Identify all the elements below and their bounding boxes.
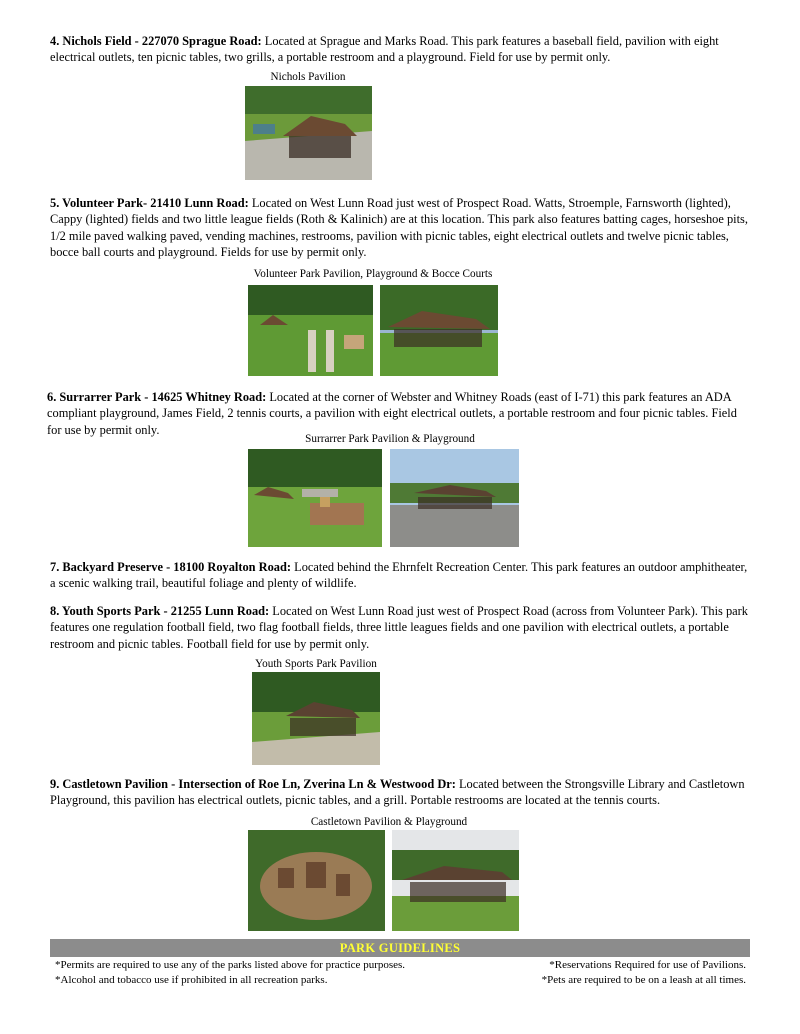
photo-caption-castletown: Castletown Pavilion & Playground	[310, 816, 468, 828]
section-heading: 4. Nichols Field - 227070 Sprague Road:	[50, 34, 262, 48]
castletown-playground-photo	[248, 830, 385, 931]
section-body: Located at the corner of Webster and Whitney Roads (east of I-71) this park features an ADA compliant playground, James Field, 2 tennis courts, a pavilion with eight electrical outlets, a portable restroom and four picnic tables. Field for use by permit only.	[47, 390, 737, 437]
section-backyard-preserve	[50, 559, 750, 592]
section-body: Located between the Strongsville Library and Castletown Playground, this pavilion has electrical outlets, picnic tables, and a grill. Portable restrooms are located at the tennis courts.	[50, 777, 745, 808]
section-nichols-field	[50, 33, 750, 66]
section-heading: 9. Castletown Pavilion - Intersection of Roe Ln, Zverina Ln & Westwood Dr:	[50, 777, 456, 791]
section-body: Located at Sprague and Marks Road. This park features a baseball field, pavilion with eight electrical outlets, ten picnic tables, two grills, a portable restroom and a playground. Field for use by permit only.	[50, 34, 719, 65]
park-guidelines-bar: PARK GUIDELINES	[50, 939, 750, 957]
volunteer-park-pavilion-photo	[380, 285, 498, 376]
photo-caption-youth-sports: Youth Sports Park Pavilion	[255, 658, 377, 670]
section-heading: 5. Volunteer Park- 21410 Lunn Road:	[50, 196, 249, 210]
nichols-pavilion-photo	[245, 86, 372, 180]
section-heading: 7. Backyard Preserve - 18100 Royalton Road:	[50, 560, 292, 574]
photo-caption-surrarrer: Surrarrer Park Pavilion & Playground	[305, 433, 475, 445]
surrarrer-playground-photo	[248, 449, 382, 547]
section-body: Located on West Lunn Road just west of Prospect Road. Watts, Stroemple, Farnsworth (lighted), Cappy (lighted) fields and two little league fields (Roth & Kalinich) are at this location. This park also features batting cages, horseshoe pits, 1/2 mile paved walking paved, vending machines, restrooms, pavilion with picnic tables, eight electrical outlets and twelve picnic tables, bocce ball courts and playground. Fields for use by permit only.	[50, 196, 748, 259]
photo-caption-volunteer: Volunteer Park Pavilion, Playground & Bocce Courts	[253, 268, 493, 280]
guideline-pets-leash: *Pets are required to be on a leash at all times.	[541, 974, 746, 986]
section-heading: 6. Surrarrer Park - 14625 Whitney Road:	[47, 390, 267, 404]
guideline-alcohol-tobacco: *Alcohol and tobacco use if prohibited in all recreation parks.	[55, 974, 328, 986]
surrarrer-pavilion-photo	[390, 449, 519, 547]
section-castletown-pavilion	[50, 776, 750, 809]
youth-sports-pavilion-photo	[252, 672, 380, 765]
volunteer-park-aerial-photo	[248, 285, 373, 376]
section-youth-sports-park	[50, 603, 750, 652]
photo-caption-nichols: Nichols Pavilion	[270, 71, 346, 83]
guideline-permits: *Permits are required to use any of the parks listed above for practice purposes.	[55, 959, 406, 971]
guideline-reservations: *Reservations Required for use of Pavilions.	[549, 959, 746, 971]
section-body: Located on West Lunn Road just west of Prospect Road (across from Volunteer Park). This park features one regulation football field, two flag football fields, three little leagues fields and one pavilion with electrical outlets, a portable restroom and picnic tables. Football field for use by permit only.	[50, 604, 748, 651]
section-surrarrer-park	[47, 389, 752, 438]
castletown-pavilion-photo	[392, 830, 519, 931]
section-heading: 8. Youth Sports Park - 21255 Lunn Road:	[50, 604, 270, 618]
section-volunteer-park	[50, 195, 750, 260]
section-body: Located behind the Ehrnfelt Recreation Center. This park features an outdoor amphitheater, a scenic walking trail, beautiful foliage and plenty of wildlife.	[50, 560, 748, 591]
